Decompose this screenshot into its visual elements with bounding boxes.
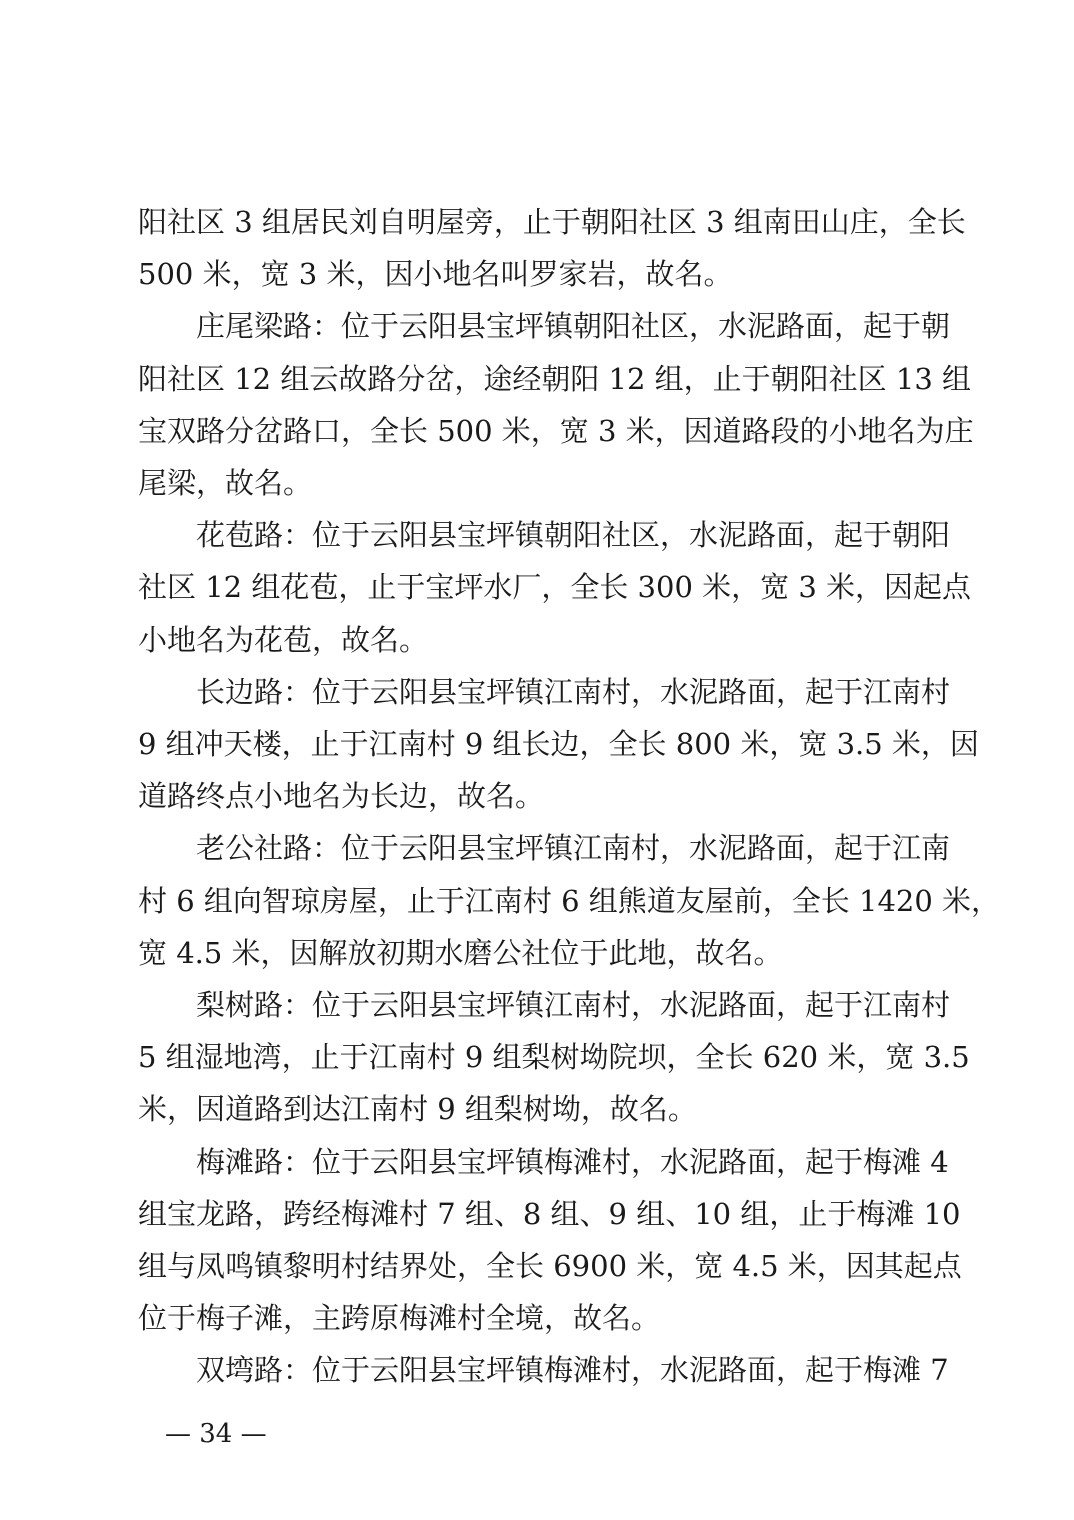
text-line: 5 组湿地湾，止于江南村 9 组梨树坳院坝，全长 620 米，宽 3.5 [138,1040,970,1074]
text-line: 位于梅子滩，主跨原梅滩村全境，故名。 [138,1301,661,1335]
text-line: 社区 12 组花苞，止于宝坪水厂，全长 300 米，宽 3 米，因起点 [138,570,972,604]
text-line: 阳社区 12 组云故路分岔，途经朝阳 12 组，止于朝阳社区 13 组 [138,362,972,396]
paragraph-start-line: 老公社路：位于云阳县宝坪镇江南村，水泥路面，起于江南 [196,831,951,865]
text-line: 宝双路分岔路口，全长 500 米，宽 3 米，因道路段的小地名为庄 [138,414,974,448]
text-line: 组与凤鸣镇黎明村结界处，全长 6900 米，宽 4.5 米，因其起点 [138,1249,962,1283]
page-number: — 34 — [165,1419,267,1449]
text-line: 500 米，宽 3 米，因小地名叫罗家岩，故名。 [138,257,733,291]
text-line: 村 6 组向智琼房屋，止于江南村 6 组熊道友屋前，全长 1420 米， [138,884,1001,918]
paragraph-start-line: 庄尾梁路：位于云阳县宝坪镇朝阳社区，水泥路面，起于朝 [196,309,951,343]
text-line: 宽 4.5 米，因解放初期水磨公社位于此地，故名。 [138,936,783,970]
paragraph-start-line: 梅滩路：位于云阳县宝坪镇梅滩村，水泥路面，起于梅滩 4 [196,1145,949,1179]
text-line: 米，因道路到达江南村 9 组梨树坳，故名。 [138,1092,697,1126]
paragraph-start-line: 梨树路：位于云阳县宝坪镇江南村，水泥路面，起于江南村 [196,988,951,1022]
text-line: 9 组冲天楼，止于江南村 9 组长边，全长 800 米，宽 3.5 米，因 [138,727,979,761]
text-line: 阳社区 3 组居民刘自明屋旁，止于朝阳社区 3 组南田山庄，全长 [138,205,966,239]
text-line: 组宝龙路，跨经梅滩村 7 组、8 组、9 组、10 组，止于梅滩 10 [138,1197,961,1231]
text-line: 道路终点小地名为长边，故名。 [138,779,545,813]
paragraph-start-line: 花苞路：位于云阳县宝坪镇朝阳社区，水泥路面，起于朝阳 [196,518,951,552]
paragraph-start-line: 双塆路：位于云阳县宝坪镇梅滩村，水泥路面，起于梅滩 7 [196,1353,949,1387]
paragraph-start-line: 长边路：位于云阳县宝坪镇江南村，水泥路面，起于江南村 [196,675,951,709]
text-line: 小地名为花苞，故名。 [138,623,429,657]
text-line: 尾梁，故名。 [138,466,313,500]
